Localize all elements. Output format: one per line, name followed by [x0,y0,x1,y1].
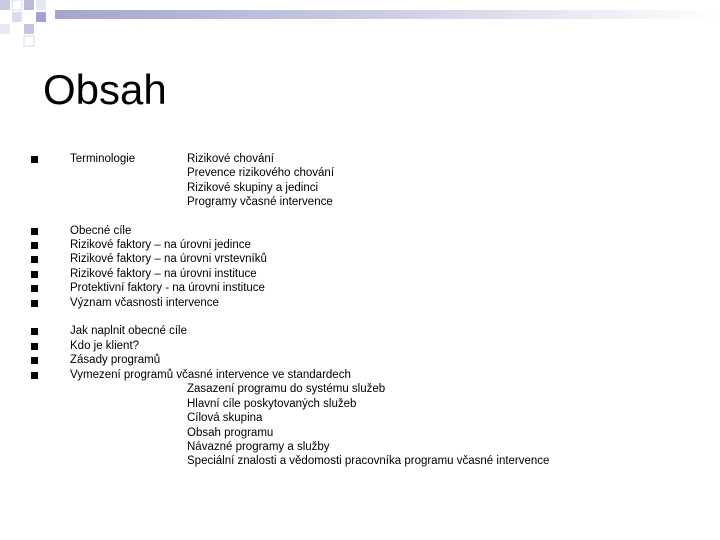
sub-item: Hlavní cíle poskytovaných služeb [187,398,357,410]
header-decoration [0,0,720,48]
sub-item: Cílová skupina [187,412,263,424]
slide-title: Obsah [43,66,167,113]
sub-item: Obsah programu [187,427,274,439]
list-item [0,296,720,311]
list-item-label: Terminologie [70,153,136,165]
deco-square [12,0,22,10]
list-item-label: Rizikové faktory – na úrovni jedince [70,239,251,251]
list-item [0,324,720,339]
sub-item: Rizikové chování [187,153,274,165]
list-item [0,368,720,383]
sub-item: Prevence rizikového chování [187,167,335,179]
square-bullet-icon [31,271,38,278]
square-bullet-icon [31,343,38,350]
list-item-label: Vymezení programů včasné intervence ve standardech [70,369,351,381]
list-item [0,224,720,239]
list-item-label: Kdo je klient? [70,340,140,352]
list-item [0,252,720,267]
sub-item: Návazné programy a služby [187,441,330,453]
list-item [0,152,720,167]
square-bullet-icon [31,357,38,364]
square-bullet-icon [31,242,38,249]
square-bullet-icon [31,300,38,307]
deco-square [24,24,34,34]
list-item [0,353,720,368]
deco-square [24,36,34,46]
list-item-label: Jak naplnit obecné cíle [70,325,187,337]
deco-square [0,0,10,10]
list-item [0,238,720,253]
sub-item: Zasazení programu do systému služeb [187,383,386,395]
deco-square [36,12,46,22]
list-item-label: Obecné cíle [70,225,132,237]
square-bullet-icon [31,156,38,163]
list-item-label: Rizikové faktory – na úrovni instituce [70,268,257,280]
square-bullet-icon [31,285,38,292]
header-band [55,10,720,19]
sub-item: Programy včasné intervence [187,196,333,208]
sub-item: Speciální znalosti a vědomosti pracovníka programu včasné intervence [187,455,550,467]
deco-square [0,24,10,34]
square-bullet-icon [31,228,38,235]
square-bullet-icon [31,328,38,335]
deco-square [12,12,22,22]
list-item [0,267,720,282]
deco-square [36,0,46,10]
sub-item: Rizikové skupiny a jedinci [187,182,319,194]
list-item [0,281,720,296]
list-item-label: Rizikové faktory – na úrovni vrstevníků [70,253,267,265]
square-bullet-icon [31,372,38,379]
deco-square [24,0,34,10]
list-item [0,339,720,354]
list-item-label: Protektivní faktory - na úrovni instituce [70,282,265,294]
list-item-label: Význam včasnosti intervence [70,297,219,309]
list-item-label: Zásady programů [70,354,161,366]
square-bullet-icon [31,256,38,263]
